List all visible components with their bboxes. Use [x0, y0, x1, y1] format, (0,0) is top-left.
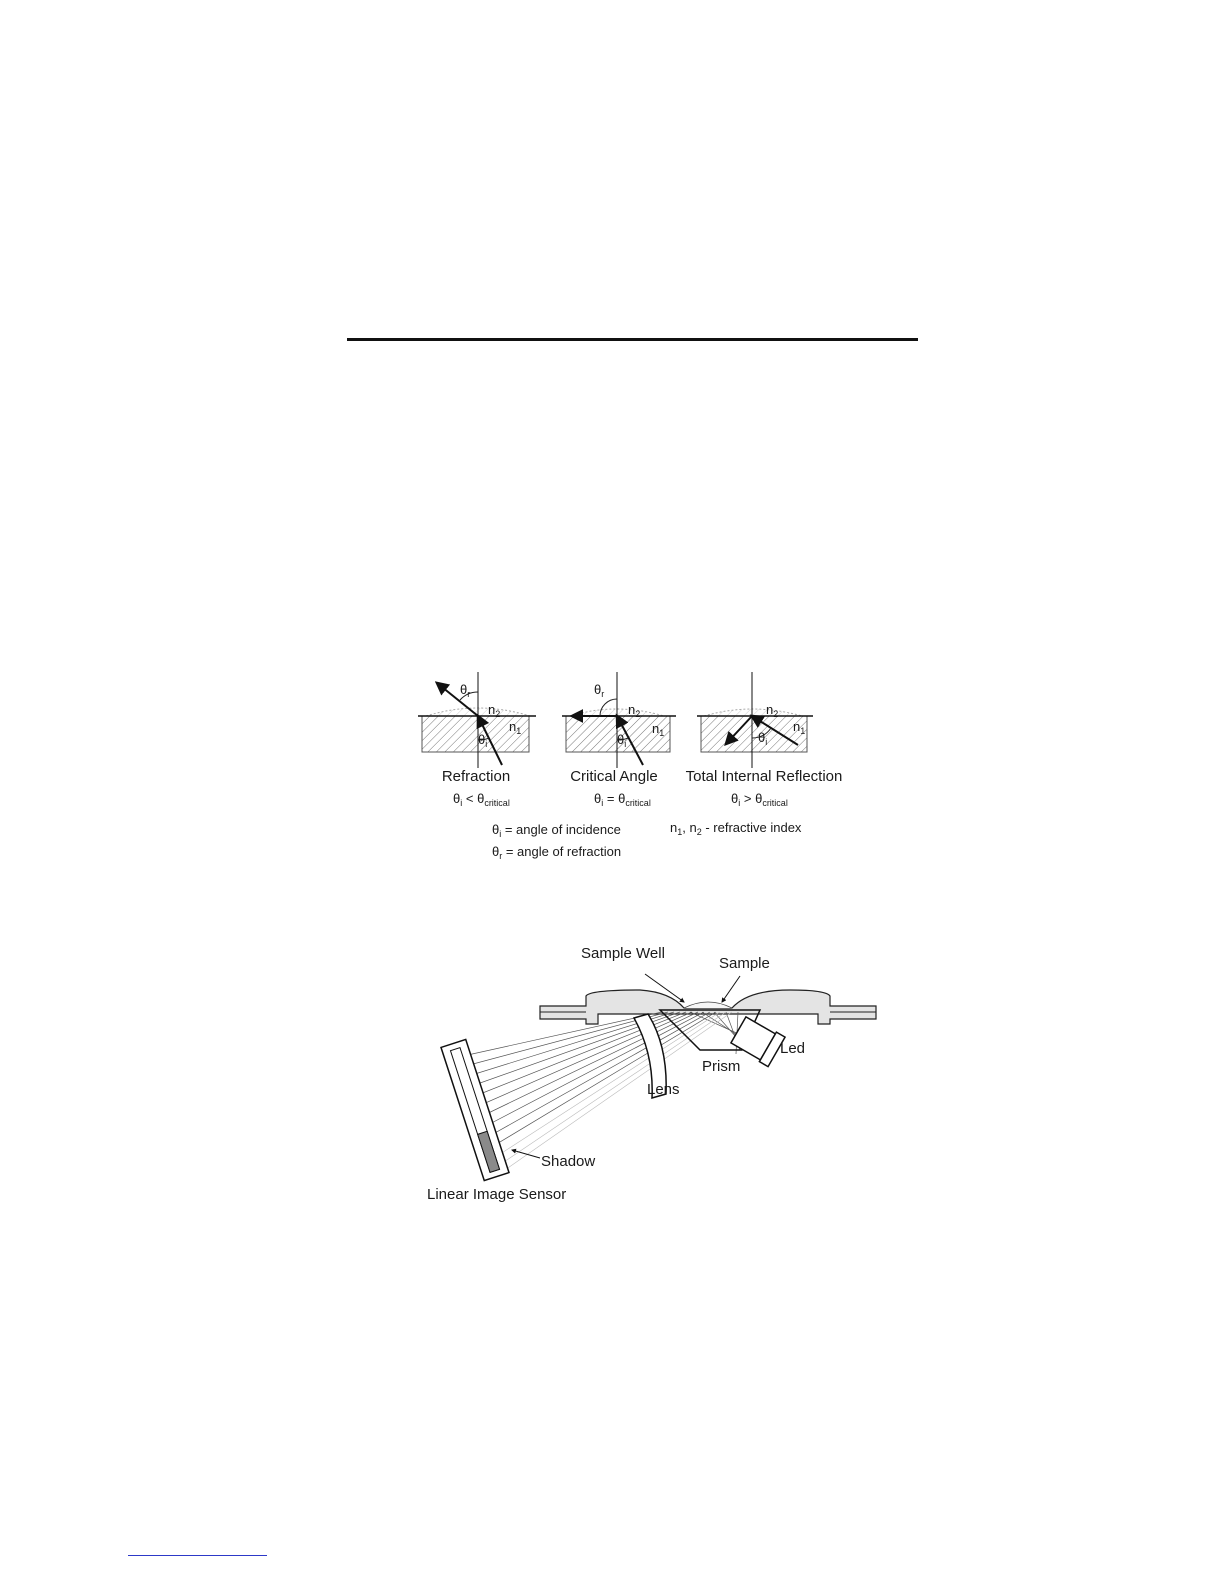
shadow-label: Shadow — [541, 1153, 596, 1170]
panel-caption: Total Internal Reflection — [685, 768, 843, 785]
theta-r-label: $\theta_r$ — [594, 682, 605, 699]
legend-incidence: $\theta_i$ = angle of incidence — [492, 822, 621, 839]
theta-i-label: $\theta_i$ — [617, 732, 627, 749]
panel-refraction — [418, 672, 536, 808]
refraction-figure — [418, 672, 842, 861]
legend-refractive-index: $n_1$, $n_2$ - refractive index — [670, 820, 802, 837]
condition-label: $\theta_i = \theta_{critical}$ — [594, 791, 651, 808]
sample-leader — [722, 976, 740, 1002]
condition-label: $\theta_i > \theta_{critical}$ — [731, 791, 788, 808]
led-label: Led — [780, 1040, 806, 1057]
panel-critical-angle — [562, 672, 676, 808]
sensor-label: Linear Image Sensor — [427, 1186, 567, 1203]
prism-medium — [701, 716, 807, 752]
theta-i-label: $\theta_i$ — [758, 730, 768, 747]
refractometer-figure — [427, 945, 876, 1203]
linear-image-sensor — [441, 1039, 509, 1180]
n2-label: $n_2$ — [766, 702, 779, 719]
panel-caption: Refraction — [441, 768, 511, 785]
theta-i-label: $\theta_i$ — [478, 732, 488, 749]
sample-label: Sample — [719, 955, 770, 972]
sample-well-label: Sample Well — [581, 945, 665, 962]
panel-total-internal-reflection — [686, 672, 843, 808]
n1-label: $n_1$ — [509, 719, 522, 736]
housing — [540, 990, 876, 1024]
n2-label: $n_2$ — [628, 702, 641, 719]
n1-label: $n_1$ — [652, 721, 665, 738]
legend-refraction: $\theta_r$ = angle of refraction — [492, 844, 622, 861]
prism-label: Prism — [702, 1058, 741, 1075]
n1-label: $n_1$ — [793, 719, 806, 736]
light-rays — [454, 1012, 752, 1148]
panel-caption: Critical Angle — [570, 768, 658, 785]
sample — [684, 1002, 732, 1008]
sample-drop — [704, 709, 802, 716]
n2-label: $n_2$ — [488, 702, 501, 719]
lens-label: Lens — [647, 1081, 680, 1098]
theta-r-label: $\theta_r$ — [460, 682, 471, 699]
condition-label: $\theta_i < \theta_{critical}$ — [453, 791, 510, 808]
